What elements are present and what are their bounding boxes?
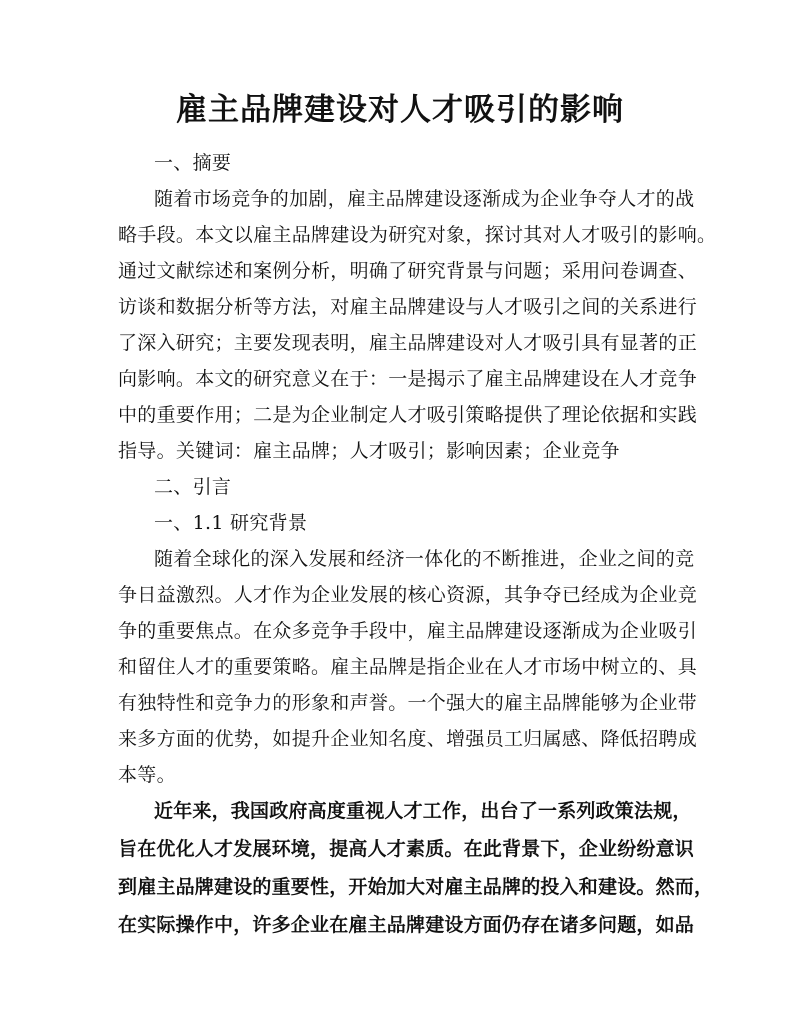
background-line-4: 和留住人才的重要策略。雇主品牌是指企业在人才市场中树立的、具 — [118, 656, 698, 678]
abstract-heading: 一、摘要 — [154, 152, 232, 174]
bold-paragraph-line-4: 在实际操作中，许多企业在雇主品牌建设方面仍存在诸多问题，如品 — [118, 914, 695, 936]
abstract-line-7: 中的重要作用；二是为企业制定人才吸引策略提供了理论依据和实践 — [118, 404, 698, 426]
abstract-line-8: 指导。关键词：雇主品牌；人才吸引；影响因素；企业竞争 — [118, 440, 620, 462]
background-heading: 一、1.1 研究背景 — [154, 512, 308, 534]
background-line-5: 有独特性和竞争力的形象和声誉。一个强大的雇主品牌能够为企业带 — [118, 692, 698, 714]
intro-heading: 二、引言 — [154, 476, 232, 498]
abstract-line-5: 了深入研究；主要发现表明，雇主品牌建设对人才吸引具有显著的正 — [118, 332, 698, 354]
bold-paragraph-line-1: 近年来，我国政府高度重视人才工作，出台了一系列政策法规， — [154, 800, 692, 822]
background-line-3: 争的重要焦点。在众多竞争手段中，雇主品牌建设逐渐成为企业吸引 — [118, 620, 698, 642]
background-line-1: 随着全球化的深入发展和经济一体化的不断推进，企业之间的竞 — [154, 548, 695, 570]
background-line-6: 来多方面的优势，如提升企业知名度、增强员工归属感、降低招聘成 — [118, 728, 698, 750]
page-title: 雇主品牌建设对人才吸引的影响 — [176, 92, 624, 128]
background-line-7: 本等。 — [118, 764, 176, 786]
abstract-line-6: 向影响。本文的研究意义在于：一是揭示了雇主品牌建设在人才竞争 — [118, 368, 698, 390]
abstract-line-4: 访谈和数据分析等方法，对雇主品牌建设与人才吸引之间的关系进行 — [118, 296, 698, 318]
background-line-2: 争日益激烈。人才作为企业发展的核心资源，其争夺已经成为企业竞 — [118, 584, 698, 606]
abstract-line-3: 通过文献综述和案例分析，明确了研究背景与问题；采用问卷调查、 — [118, 260, 698, 282]
bold-paragraph-line-2: 旨在优化人才发展环境，提高人才素质。在此背景下，企业纷纷意识 — [118, 838, 695, 860]
bold-paragraph-line-3: 到雇主品牌建设的重要性，开始加大对雇主品牌的投入和建设。然而， — [118, 876, 714, 898]
abstract-line-2: 略手段。本文以雇主品牌建设为研究对象，探讨其对人才吸引的影响。 — [118, 224, 717, 246]
abstract-line-1: 随着市场竞争的加剧，雇主品牌建设逐渐成为企业争夺人才的战 — [154, 188, 695, 210]
